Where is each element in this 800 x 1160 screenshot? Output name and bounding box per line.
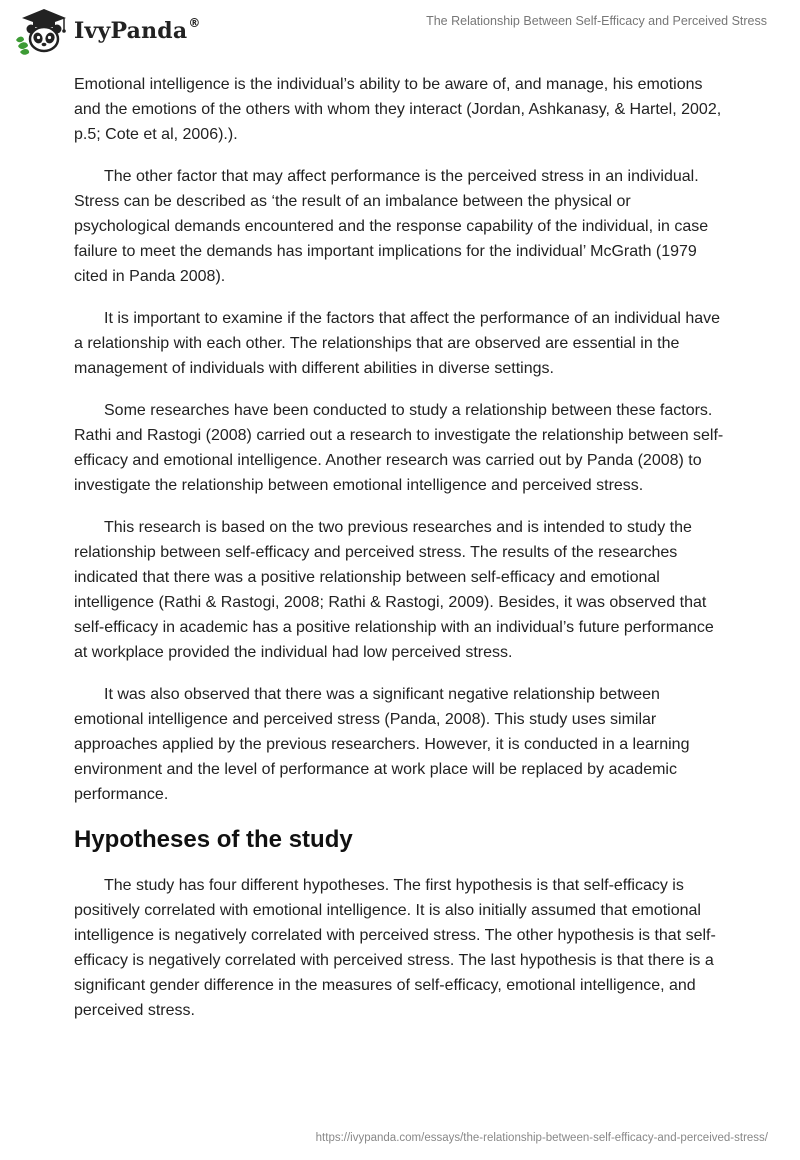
paragraph-7: The study has four different hypotheses. The first hypothesis is that self-efficacy is positively correlated with emotional intelligence. It is also initially assumed that emotional intelligence is negatively correlated with perceived stress. The other hypothesis is that self-efficacy is negatively correlated with perceived stress. The last hypothesis is that there is a significant gender difference in the measures of self-efficacy, emotional intelligence, and perceived stress. — [74, 877, 716, 1019]
brand-name — [74, 18, 201, 44]
paragraph-2: The other factor that may affect performance is the perceived stress in an individual. Stress can be described as ‘the result of an imbalance between the physical or psychological demands encountered and the response capability of the individual, in case failure to meet the demands has important implications for the individual’ McGrath (1979 cited in Panda 2008). — [74, 168, 709, 285]
paragraph-3: It is important to examine if the factors that affect the performance of an individual have a relationship with each other. The relationships that are observed are essential in the management of individuals with different abilities in diverse settings. — [74, 310, 721, 377]
essay-body — [74, 72, 730, 1040]
panda-graduation-cap-icon — [14, 6, 70, 56]
paragraph-1: Emotional intelligence is the individual’s ability to be aware of, and manage, his emotions and the emotions of the others with whom they interact (Jordan, Ashkanasy, & Hartel, 2002, p.5; Cote et al, 2006).). — [74, 76, 722, 143]
paragraph-4: Some researches have been conducted to study a relationship between these factors. Rathi and Rastogi (2008) carried out a research to investigate the relationship between self- efficacy and emotional intelligence. Another research was carried out by Panda (2008) to investigate the relationship between emotional intelligence and perceived stress. — [74, 402, 724, 494]
source-url[interactable]: https://ivypanda.com/essays/the-relationship-between-self-efficacy-and-perceived-stress/ — [315, 1132, 768, 1144]
ivypanda-logo[interactable] — [14, 6, 214, 56]
registered-mark: ® — [188, 16, 201, 30]
paragraph-5: This research is based on the two previous researches and is intended to study the relationship between self-efficacy and perceived stress. The results of the researches indicated that there was a positive relationship between self-efficacy and emotional intelligence (Rathi & Rastogi, 2008; Rathi & Rastogi, 2009). Besides, it was observed that self-efficacy in academic has a positive relationship with an individual’s future performance at workplace provided the individual had low perceived stress. — [74, 519, 714, 661]
paragraph-6: It was also observed that there was a significant negative relationship between emotional intelligence and perceived stress (Panda, 2008). This study uses similar approaches applied by the previous researchers. However, it is conducted in a learning environment and the level of performance at work place will be replaced by academic performance. — [74, 686, 690, 803]
brand-name-text: IvyPanda — [74, 18, 188, 44]
page-header — [0, 0, 800, 62]
document-title: The Relationship Between Self-Efficacy and Perceived Stress — [426, 14, 767, 28]
section-heading-hypotheses: Hypotheses of the study — [74, 826, 353, 853]
